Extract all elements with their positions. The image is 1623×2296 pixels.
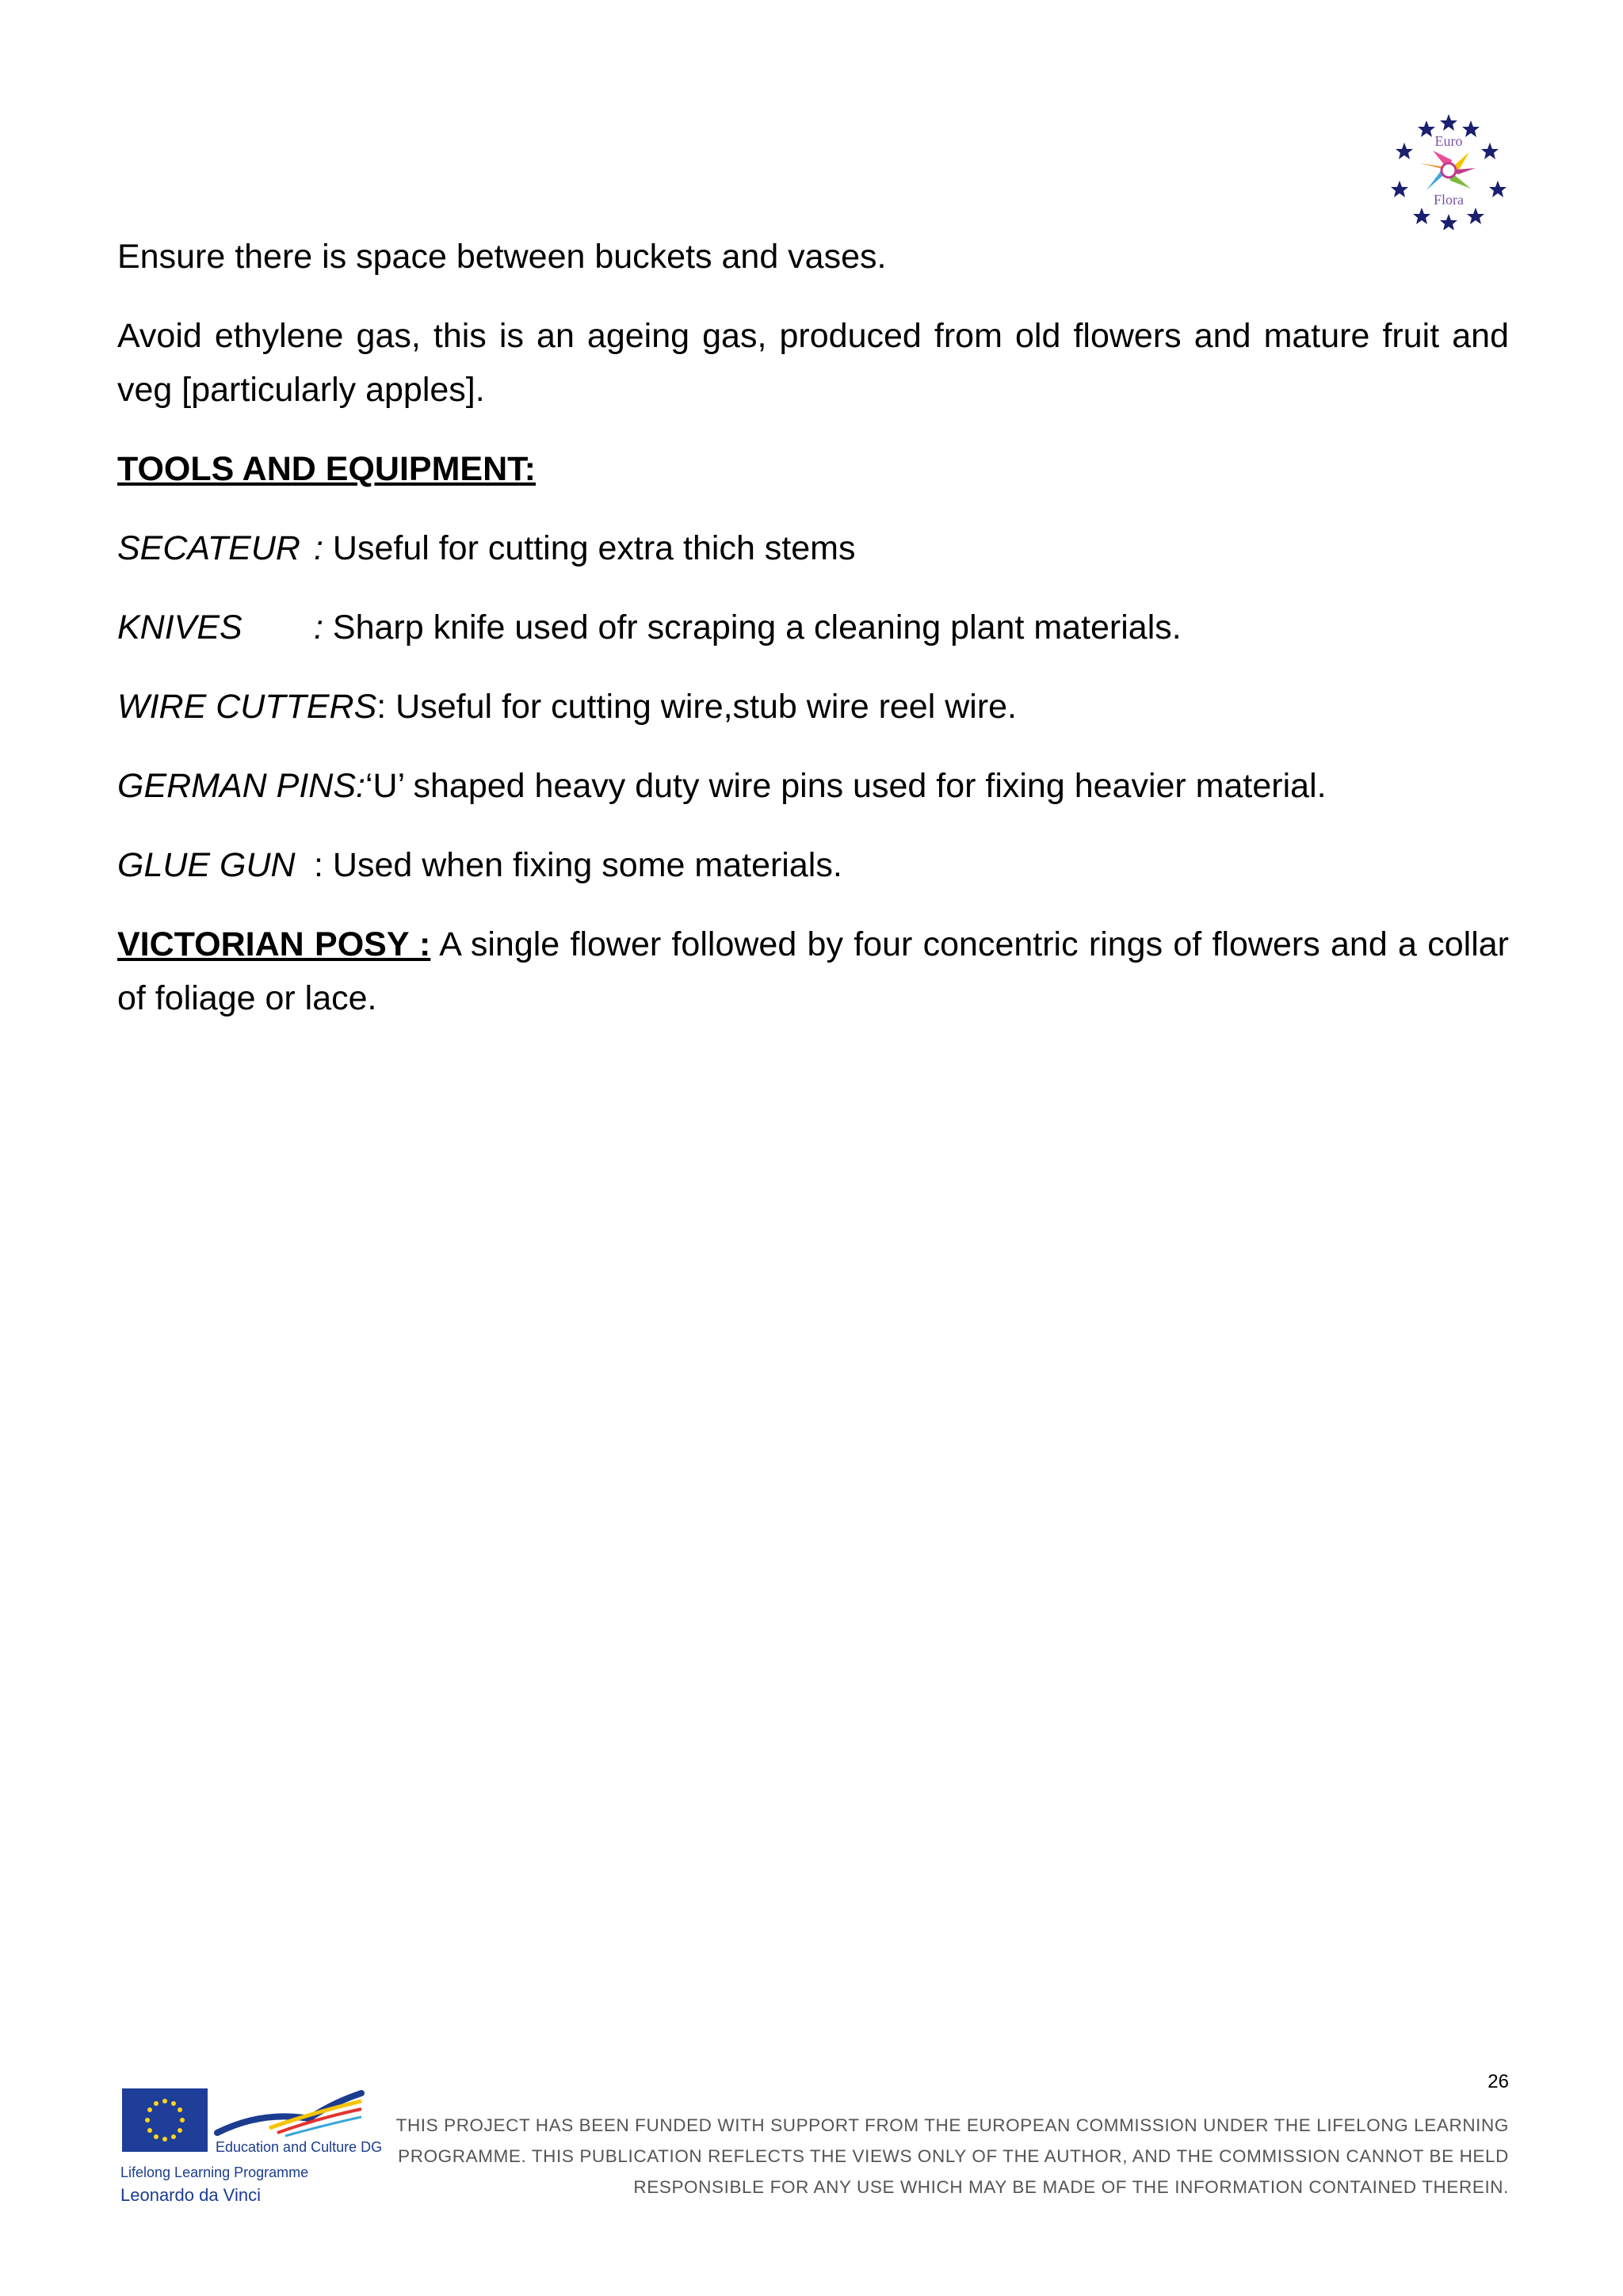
tool-term: KNIVES xyxy=(117,608,242,646)
education-culture-swoosh-icon xyxy=(214,2087,365,2142)
victorian-posy-description: A single flower followed by four concentric rings of flowers and a collar of foliage or lace. xyxy=(117,925,1509,1017)
page-number: 26 xyxy=(1487,2071,1509,2092)
tool-item-knives xyxy=(117,601,1509,654)
funding-disclaimer xyxy=(365,2110,1509,2203)
tool-term: GLUE GUN xyxy=(117,846,296,884)
tool-separator: : xyxy=(314,608,323,646)
paragraph-space-between-buckets: Ensure there is space between buckets and vases. xyxy=(117,238,887,276)
tool-description: : Useful for cutting wire,stub wire reel wire. xyxy=(376,688,1018,726)
logo-text-bottom: Flora xyxy=(1434,192,1464,208)
euro-flora-logo-icon xyxy=(1385,111,1512,230)
paragraph-ethylene-gas: Avoid ethylene gas, this is an ageing gas, produced from old flowers and mature fruit and veg [particularly apples]. xyxy=(117,317,1509,409)
disclaimer-line: RESPONSIBLE FOR ANY USE WHICH MAY BE MADE OF THE INFORMATION CONTAINED THEREIN. xyxy=(633,2177,1509,2197)
tool-description: ‘U’ shaped heavy duty wire pins used for fixing heavier material. xyxy=(365,767,1327,805)
disclaimer-line: THIS PROJECT HAS BEEN FUNDED WITH SUPPORT FROM THE EUROPEAN COMMISSION UNDER THE LIFELONG LEARNING xyxy=(395,2115,1509,2135)
tool-item-german-pins xyxy=(117,759,1509,813)
tool-item-wire-cutters xyxy=(117,680,1509,734)
tool-item-glue-gun xyxy=(117,838,1509,892)
document-body xyxy=(117,230,1509,1025)
lifelong-learning-label: Lifelong Learning Programme xyxy=(120,2164,309,2180)
tool-separator: : xyxy=(314,529,323,567)
leonardo-da-vinci-label: Leonardo da Vinci xyxy=(120,2185,261,2205)
tools-heading: TOOLS AND EQUIPMENT: xyxy=(117,450,536,488)
logo-text-top: Euro xyxy=(1434,133,1463,149)
victorian-posy-label: VICTORIAN POSY : xyxy=(117,925,431,963)
tool-term: WIRE CUTTERS xyxy=(117,688,377,726)
tool-term: GERMAN PINS: xyxy=(117,767,365,805)
footer-logos xyxy=(117,2084,383,2210)
eu-flag-icon xyxy=(122,2088,208,2152)
tool-term: SECATEUR xyxy=(117,529,300,567)
disclaimer-line: PROGRAMME. THIS PUBLICATION REFLECTS THE VIEWS ONLY OF THE AUTHOR, AND THE COMMISSION CANNOT BE HELD xyxy=(398,2146,1509,2166)
euro-flora-logo xyxy=(1385,111,1512,230)
tool-description: Useful for cutting extra thich stems xyxy=(323,529,856,567)
tool-description: : Used when fixing some materials. xyxy=(314,846,842,884)
tool-item-secateur xyxy=(117,521,1509,575)
education-culture-label: Education and Culture DG xyxy=(216,2139,383,2155)
paragraph-victorian-posy xyxy=(117,917,1509,1025)
tool-description: Sharp knife used ofr scraping a cleaning plant materials. xyxy=(323,608,1182,646)
